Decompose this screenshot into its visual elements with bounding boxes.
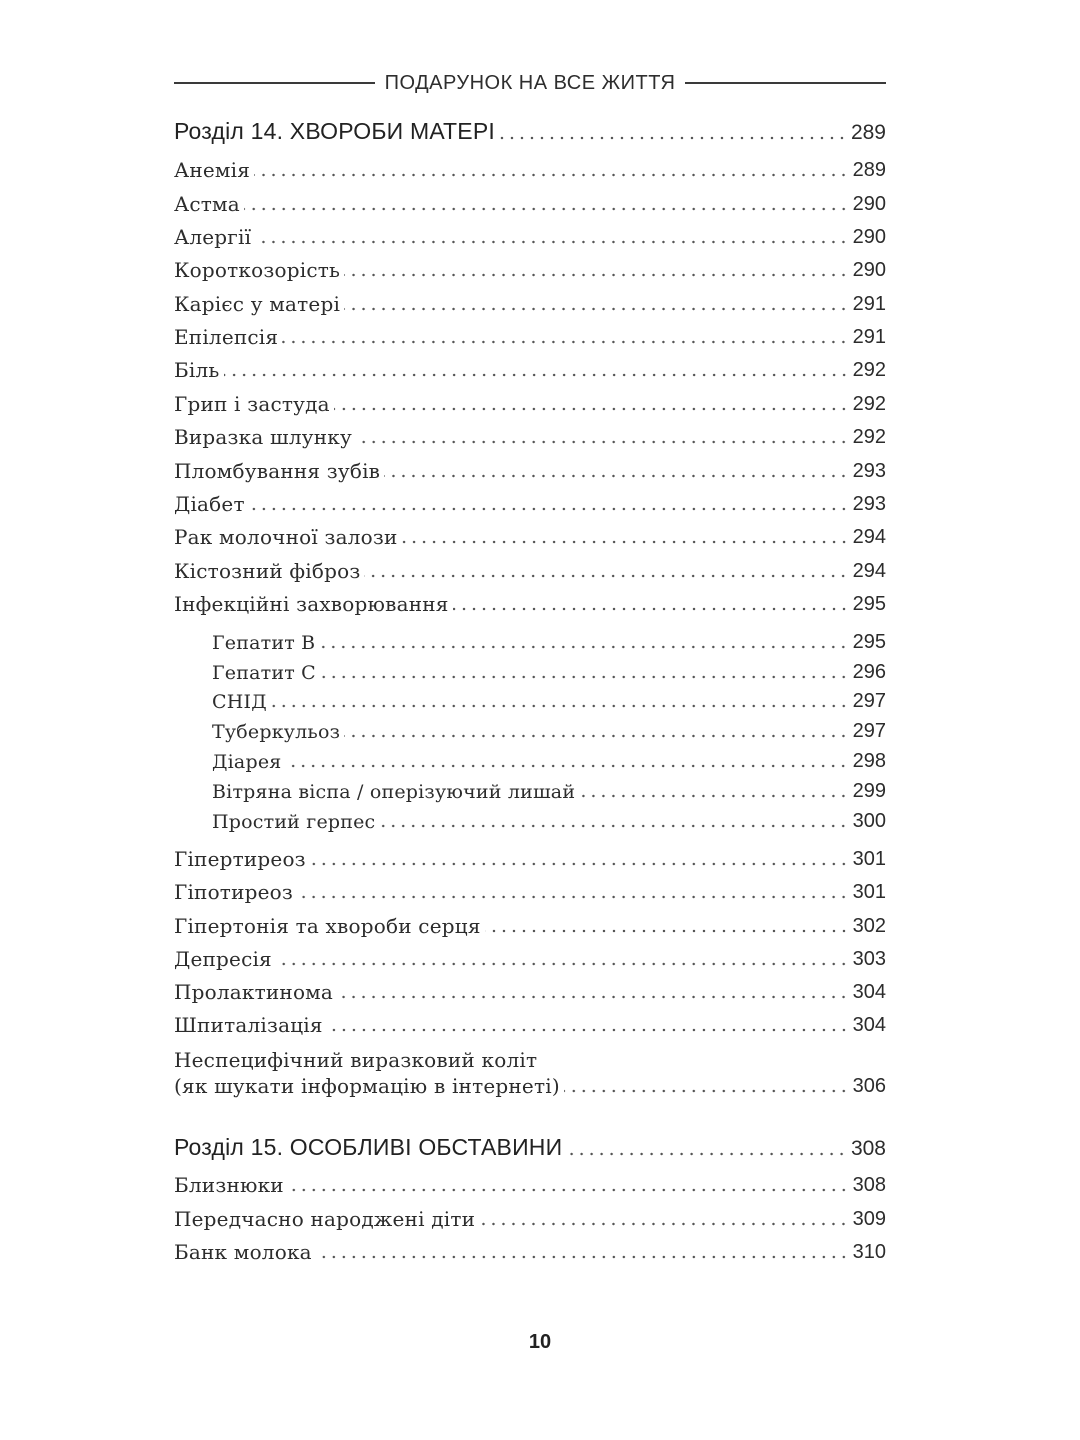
toc-entry[interactable] xyxy=(174,192,886,216)
toc-entry-label: Пролактинома xyxy=(174,980,334,1004)
toc-subentry[interactable] xyxy=(212,780,886,803)
toc-entry[interactable] xyxy=(174,325,886,349)
toc-page-number: 293 xyxy=(852,460,886,482)
toc-page-number: 306 xyxy=(852,1075,886,1097)
toc-page-number: 292 xyxy=(852,359,886,381)
dot-leader xyxy=(384,474,848,478)
toc-page-number: 308 xyxy=(852,1174,886,1196)
dot-leader xyxy=(310,862,849,866)
toc-entry-label: Інфекційні захворювання xyxy=(174,592,449,616)
toc-page-number: 310 xyxy=(852,1241,886,1263)
toc-entry-label: Простий герпес xyxy=(212,811,376,833)
dot-leader xyxy=(566,1152,847,1156)
toc-subentry[interactable] xyxy=(212,661,886,684)
toc-entry-label: Рак молочної залози xyxy=(174,525,398,549)
toc-page-number: 294 xyxy=(852,560,886,582)
dot-leader xyxy=(499,136,847,140)
page-number: 10 xyxy=(528,1331,552,1353)
toc-entry-label-line1: Неспецифічний виразковий коліт xyxy=(174,1048,538,1072)
toc-entry[interactable] xyxy=(174,225,886,249)
toc-page-number: 294 xyxy=(852,526,886,548)
toc-entry[interactable] xyxy=(174,1207,886,1231)
toc-entry[interactable] xyxy=(174,592,886,616)
toc-entry[interactable] xyxy=(174,914,886,938)
toc-page-number: 289 xyxy=(852,159,886,181)
toc-entry-label: Алергії xyxy=(174,225,252,249)
toc-page-number: 303 xyxy=(852,948,886,970)
toc-entry[interactable] xyxy=(174,459,886,483)
toc-page-number: 295 xyxy=(852,631,886,653)
toc-entry-label: Туберкульоз xyxy=(212,721,341,743)
toc-subentry[interactable] xyxy=(212,810,886,833)
toc-page-number: 290 xyxy=(852,193,886,215)
toc-entry[interactable] xyxy=(174,880,886,904)
toc-entry-label: Пломбування зубів xyxy=(174,459,381,483)
toc-page-number: 300 xyxy=(852,810,886,832)
toc-entry-label: Гіпертиреоз xyxy=(174,847,306,871)
toc-entry-label: Кістозний фіброз xyxy=(174,559,361,583)
toc-entry[interactable] xyxy=(174,292,886,316)
toc-entry-label: Діабет xyxy=(174,492,245,516)
toc-chapter-14[interactable] xyxy=(174,118,886,145)
dot-leader xyxy=(224,373,849,377)
dot-leader xyxy=(344,273,849,277)
toc-entry[interactable] xyxy=(174,525,886,549)
dot-leader xyxy=(364,574,848,578)
toc-page-number: 301 xyxy=(852,881,886,903)
dot-leader xyxy=(297,895,849,899)
toc-page-number: 290 xyxy=(852,226,886,248)
toc-page-number: 297 xyxy=(852,690,886,712)
toc-entry-label: Гіпертонія та хвороби серця xyxy=(174,914,481,938)
toc-entry-label: Шпиталізація xyxy=(174,1013,323,1037)
dot-leader xyxy=(244,207,849,211)
toc-entry[interactable] xyxy=(174,258,886,282)
toc-entry-label: Карієс у матері xyxy=(174,292,341,316)
dot-leader xyxy=(319,645,848,649)
dot-leader xyxy=(271,704,849,708)
running-header-title: ПОДАРУНОК НА ВСЕ ЖИТТЯ xyxy=(384,71,676,94)
toc-entry-label: СНІД xyxy=(212,691,267,713)
dot-leader xyxy=(285,764,848,768)
toc-page-number: 301 xyxy=(852,848,886,870)
toc-subentry[interactable] xyxy=(212,690,886,713)
toc-entry-label: Грип і застуда xyxy=(174,392,330,416)
toc-page-number: 302 xyxy=(852,915,886,937)
toc-page-number: 309 xyxy=(852,1208,886,1230)
dot-leader xyxy=(344,734,848,738)
toc-page-number: 292 xyxy=(852,426,886,448)
toc-page-number: 291 xyxy=(852,293,886,315)
toc-entry[interactable] xyxy=(174,492,886,516)
dot-leader xyxy=(334,407,849,411)
toc-entry[interactable] xyxy=(174,559,886,583)
toc-entry[interactable] xyxy=(174,158,886,182)
toc-entry-label: Біль xyxy=(174,358,220,382)
toc-entry-label: Анемія xyxy=(174,158,251,182)
toc-subentry[interactable] xyxy=(212,750,886,773)
toc-chapter-label: Розділ 15. ОСОБЛИВІ ОБСТАВИНИ xyxy=(174,1134,563,1160)
dot-leader xyxy=(282,340,848,344)
toc-page-number: 293 xyxy=(852,493,886,515)
dot-leader xyxy=(344,307,849,311)
toc-page-number: 290 xyxy=(852,259,886,281)
dot-leader xyxy=(356,440,849,444)
toc-entry-label: Гепатит В xyxy=(212,632,316,654)
dot-leader xyxy=(402,540,849,544)
dot-leader xyxy=(453,607,849,611)
toc-chapter-label: Розділ 14. ХВОРОБИ МАТЕРІ xyxy=(174,118,495,144)
toc-page-number: 289 xyxy=(850,121,886,144)
dot-leader xyxy=(479,1222,848,1226)
toc-entry-label: Депресія xyxy=(174,947,272,971)
toc-entry[interactable] xyxy=(174,1240,886,1264)
toc-entry-label: Астма xyxy=(174,192,240,216)
toc-entry-label: Діарея xyxy=(212,751,282,773)
toc-entry-label: Гіпотиреоз xyxy=(174,880,293,904)
dot-leader xyxy=(288,1188,849,1192)
toc-entry[interactable] xyxy=(174,1013,886,1037)
toc-page-number: 296 xyxy=(852,661,886,683)
running-header xyxy=(174,68,886,98)
toc-entry[interactable] xyxy=(174,358,886,382)
dot-leader xyxy=(485,929,849,933)
toc-entry[interactable] xyxy=(174,980,886,1004)
toc-entry-label: Виразка шлунку xyxy=(174,425,352,449)
toc-chapter-15[interactable] xyxy=(174,1134,886,1161)
toc-page-number: 308 xyxy=(850,1137,886,1160)
header-rule-right xyxy=(685,82,886,84)
toc-entry[interactable] xyxy=(174,947,886,971)
dot-leader xyxy=(316,1255,849,1259)
toc-subentry[interactable] xyxy=(212,720,886,743)
toc-entry[interactable] xyxy=(174,392,886,416)
toc-page-number: 292 xyxy=(852,393,886,415)
toc-page-number: 299 xyxy=(852,780,886,802)
toc-page-number: 304 xyxy=(852,981,886,1003)
toc-entry-label: Епілепсія xyxy=(174,325,279,349)
toc-entry-label: Банк молока xyxy=(174,1240,312,1264)
dot-leader xyxy=(579,794,848,798)
header-rule-left xyxy=(174,82,375,84)
toc-page-number: 295 xyxy=(852,593,886,615)
toc-entry-colitis[interactable] xyxy=(174,1048,886,1098)
toc-entry[interactable] xyxy=(174,847,886,871)
toc-entry-label: Близнюки xyxy=(174,1173,284,1197)
dot-leader xyxy=(337,995,849,999)
toc-page-number: 297 xyxy=(852,720,886,742)
toc-entry-label: Короткозорість xyxy=(174,258,341,282)
dot-leader xyxy=(254,173,849,177)
dot-leader xyxy=(327,1028,849,1032)
dot-leader xyxy=(276,962,849,966)
toc-entry-label-line2: (як шукати інформацію в інтернеті) xyxy=(174,1074,560,1098)
toc-entry-label: Вітряна віспа / оперізуючий лишай xyxy=(212,781,576,803)
toc-entry-label: Передчасно народжені діти xyxy=(174,1207,476,1231)
dot-leader xyxy=(564,1089,849,1093)
dot-leader xyxy=(320,675,849,679)
toc-entry[interactable] xyxy=(174,425,886,449)
toc-page-number: 291 xyxy=(852,326,886,348)
toc-entry-label: Гепатит С xyxy=(212,662,316,684)
dot-leader xyxy=(249,507,849,511)
toc-subentry[interactable] xyxy=(212,631,886,654)
dot-leader xyxy=(379,824,848,828)
dot-leader xyxy=(255,240,848,244)
toc-entry[interactable] xyxy=(174,1173,886,1197)
toc-page-number: 304 xyxy=(852,1014,886,1036)
toc-page-number: 298 xyxy=(852,750,886,772)
